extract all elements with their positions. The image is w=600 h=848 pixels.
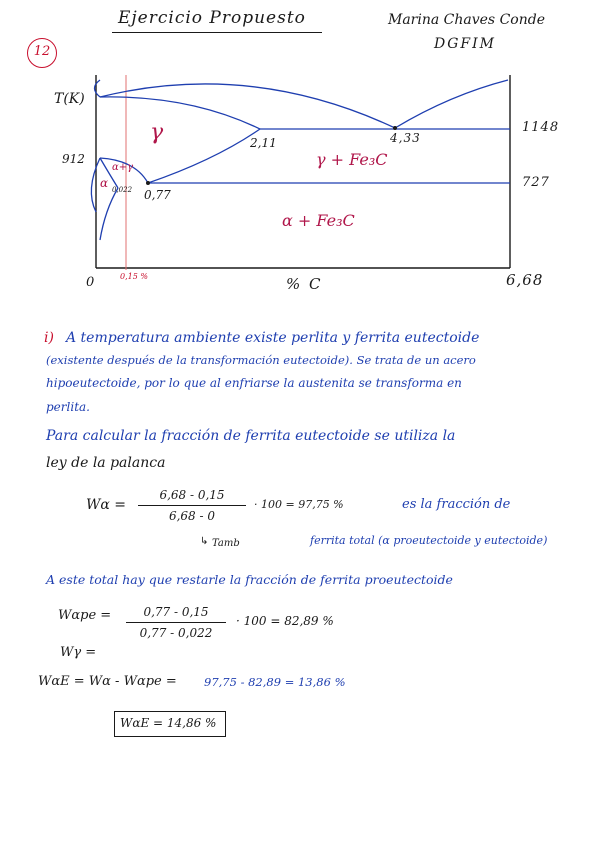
eq1-lhs: Wα =	[86, 497, 127, 513]
composition-4-33-label: 4,33	[390, 131, 421, 145]
eq1-note-line-1: es la fracción de	[402, 497, 511, 512]
eq1-fraction	[138, 488, 246, 523]
paragraph-2-line-1: Para calcular la fracción de ferrita eutectoide se utiliza la	[46, 428, 456, 444]
solvus-alpha	[100, 188, 118, 240]
eq4-rhs: 97,75 - 82,89 = 13,86 %	[204, 675, 346, 689]
x-min-label: 0	[86, 275, 95, 290]
eq2-denominator: 0,77 - 0,022	[139, 626, 213, 640]
paragraph-1-line-1: A temperatura ambiente existe perlita y ferrita eutectoide	[66, 330, 480, 346]
tamb-arrow-icon: ↳	[200, 536, 209, 547]
y-axis-label: T(K)	[54, 91, 85, 107]
problem-number: 12	[33, 44, 51, 59]
region-alpha-label: α	[100, 176, 109, 190]
page-title: Ejercicio Propuesto	[118, 8, 306, 28]
temp-912-label: 912	[62, 152, 85, 166]
x-max-label: 6,68	[506, 271, 544, 289]
eq1-rhs: · 100 = 97,75 %	[254, 498, 344, 511]
eq1-numerator: 6,68 - 0,15	[159, 488, 225, 502]
marker-0-15-label: 0,15 %	[120, 272, 148, 281]
region-gamma-label: γ	[150, 120, 164, 145]
region-alpha-gamma-label: α+γ	[112, 162, 134, 173]
composition-0-022-label: 0,022	[112, 186, 133, 194]
eq2-numerator: 0,77 - 0,15	[143, 605, 209, 619]
temp-1148-label: 1148	[522, 120, 560, 135]
eutectoid-point	[146, 181, 150, 185]
eq2-fraction	[126, 605, 226, 640]
final-answer: WαE = 14,86 %	[120, 716, 217, 730]
eq2-rhs: · 100 = 82,89 %	[236, 614, 334, 628]
region-gamma-fe3c-label: γ + Fe₃C	[316, 150, 388, 169]
eq1-denominator: 6,68 - 0	[168, 509, 216, 523]
acm-line	[148, 129, 260, 183]
liquidus-right	[395, 80, 508, 128]
eutectic-point	[393, 126, 397, 130]
paragraph-1-line-2: (existente después de la transformación eutectoide). Se trata de un acero	[46, 353, 476, 367]
eq2-fraction-bar	[126, 622, 226, 623]
temp-727-label: 727	[522, 175, 550, 190]
eq3: Wγ =	[60, 645, 97, 660]
paragraph-1-line-3: hipoeutectoide, por lo que al enfriarse la austenita se transforma en	[46, 376, 462, 390]
phase-diagram	[0, 0, 600, 300]
composition-2-11-label: 2,11	[250, 136, 277, 150]
eq1-note-line-2: ferrita total (α proeutectoide y eutectoide)	[310, 534, 548, 547]
eq4-lhs: WαE = Wα - Wαpe =	[38, 674, 177, 689]
region-alpha-fe3c-label: α + Fe₃C	[282, 211, 355, 230]
eq1-fraction-bar	[138, 505, 246, 506]
solidus	[100, 97, 260, 129]
liquidus-left	[100, 84, 395, 128]
composition-0-77-label: 0,77	[144, 188, 171, 202]
paragraph-2-line-2: ley de la palanca	[46, 455, 166, 471]
paragraph-1-line-4: perlita.	[46, 400, 90, 414]
tamb-label: Tamb	[212, 538, 240, 549]
paragraph-3: A este total hay que restarle la fracción de ferrita proeutectoide	[46, 572, 453, 587]
item-label: i)	[44, 330, 54, 346]
department: DGFIM	[434, 36, 496, 52]
author-name: Marina Chaves Conde	[388, 12, 545, 28]
x-axis-label: % C	[286, 275, 323, 293]
eq2-lhs: Wαpe =	[58, 608, 112, 623]
